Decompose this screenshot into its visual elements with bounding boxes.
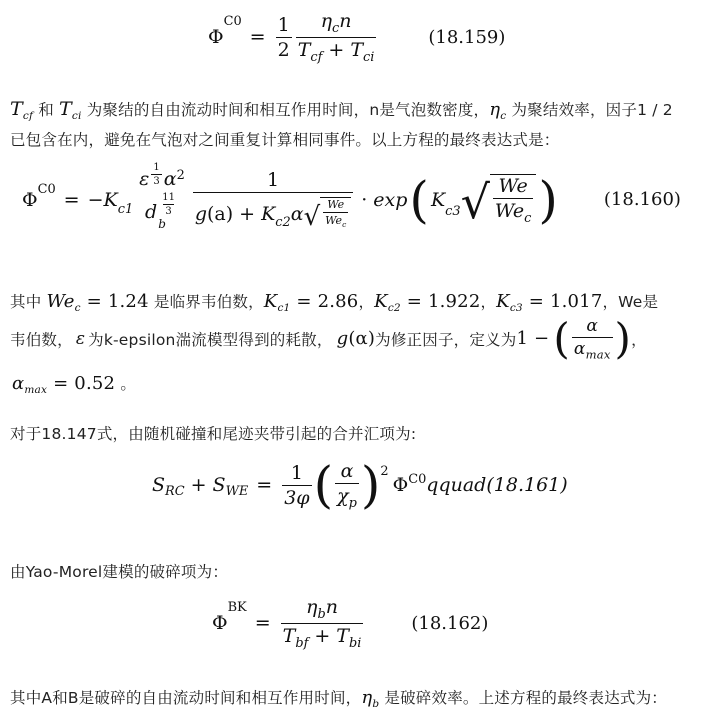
equation-18-161: S $_{RC}$ + S $_{WE}$ = $\frac{1}{3\varphi}$ ( $\frac{\alpha}{\chi_p}$ ) $^2$ Φ $^{C0}$ qquad(18.161) — [152, 456, 568, 515]
paragraph-1-line-1 — [10, 98, 673, 122]
eta-subscript: b — [317, 606, 326, 622]
paragraph-1-line-2: 已包含在内，避免在气泡对之间重复计算相同事件。以上方程的最终表达式是： — [10, 131, 560, 149]
d-exp-num: 11 — [162, 192, 175, 203]
equation-label: (18.162) — [411, 612, 489, 634]
sqrt-small: √ $\frac{We}{We_c}$ — [304, 197, 352, 229]
g-argument: (a) — [206, 202, 234, 225]
k-c2-subscript: c2 — [275, 214, 291, 230]
epsilon-exponent — [151, 162, 161, 187]
t-ci-symbol: T — [350, 38, 363, 61]
half-fraction — [276, 14, 292, 61]
paragraph-5 — [10, 686, 667, 710]
alpha-max-subscript: max — [24, 384, 48, 397]
plus-sign: + — [190, 474, 207, 497]
equals-sign: = — [63, 188, 80, 211]
phi-symbol: Φ — [22, 188, 38, 211]
one-minus: 1 − — [516, 328, 550, 350]
alpha-max-symbol: α — [573, 339, 586, 359]
k-c3-symbol: K — [430, 188, 446, 211]
d-b-symbol: d — [145, 200, 158, 223]
d-exponent — [160, 192, 177, 217]
plus-sign: + — [314, 624, 331, 647]
epsilon-fraction — [137, 162, 187, 231]
eta-c-subscript: c — [500, 110, 507, 123]
k-c3-subscript: c3 — [509, 302, 523, 315]
big-fraction — [193, 169, 353, 232]
epsilon-exp-den: 3 — [153, 176, 160, 187]
paragraph-2-line-2: 韦伯数， ε 为k-epsilon湍流模型得到的耗散， g (α) 为修正因子，定义为 1 − ( $\frac{\alpha}{\alpha_{max}}$ ) ， — [10, 313, 647, 363]
big-fraction-numerator: 1 — [266, 169, 280, 192]
minus-sign: − — [87, 188, 104, 211]
t-ci-subscript: ci — [363, 49, 375, 65]
eta-subscript: c — [331, 20, 340, 36]
equals-sign: = — [256, 474, 273, 497]
k-c2-symbol: K — [374, 291, 388, 312]
k-c2-value: = 1.922 — [400, 291, 481, 312]
n-symbol: n — [339, 10, 352, 32]
eta-symbol: η — [320, 10, 332, 32]
epsilon-symbol: ε — [75, 328, 86, 349]
we-c-subscript-2: c — [524, 210, 532, 226]
alpha-symbol: α — [163, 168, 177, 190]
k-c3-subscript: c3 — [445, 204, 461, 219]
t-cf-subscript: cf — [310, 49, 323, 65]
s-rc-subscript: RC — [165, 483, 185, 499]
equation-18-159 — [208, 10, 505, 65]
alpha-max-value: = 0.52 — [47, 373, 116, 394]
main-fraction — [281, 596, 364, 651]
k-c3-value: = 1.017 — [522, 291, 603, 312]
comma: ， — [480, 293, 497, 311]
s-we-symbol: S — [212, 474, 226, 497]
we-c-symbol: We — [325, 214, 343, 228]
plus-sign: + — [328, 38, 345, 61]
g-symbol: g — [194, 202, 207, 225]
we-c-symbol: We — [46, 291, 75, 312]
paragraph-2-line-1 — [10, 290, 658, 314]
coefficient-numerator: 1 — [290, 461, 303, 484]
text-and: 和 — [33, 101, 60, 119]
equation-18-162 — [212, 596, 488, 651]
exp-function: exp — [373, 188, 408, 211]
equals-sign: = — [254, 612, 271, 635]
comma: ， — [631, 330, 647, 349]
comma: ， — [358, 293, 375, 311]
t-bf-symbol: T — [282, 624, 296, 647]
text-critical: 是临界韦伯数， — [148, 293, 264, 311]
t-cf-subscript: cf — [22, 110, 34, 123]
coefficient-denominator: 3φ — [284, 486, 310, 509]
phi-superscript: C0 — [37, 182, 56, 197]
k-c2-symbol: K — [261, 202, 276, 225]
half-denominator: 2 — [277, 38, 290, 61]
eta-symbol: η — [306, 596, 318, 618]
s-rc-symbol: S — [152, 474, 166, 497]
d-b-subscript: b — [158, 217, 166, 231]
k-c1-symbol: K — [263, 291, 278, 312]
t-bf-subscript: bf — [295, 635, 309, 651]
text-weber: 韦伯数， — [10, 330, 73, 349]
text-prefix: 其中 — [10, 293, 47, 311]
text-breakup-efficiency: 是破碎效率。上述方程的最终表达式为： — [379, 689, 668, 707]
epsilon-symbol: ε — [139, 168, 150, 190]
eta-b-symbol: η — [361, 687, 373, 708]
text-we: ，We是 — [602, 293, 659, 311]
phi-superscript: BK — [227, 600, 247, 615]
square-exponent: 2 — [380, 464, 389, 479]
equation-label: (18.159) — [428, 26, 506, 48]
g-symbol: g — [336, 328, 349, 350]
half-numerator: 1 — [277, 13, 290, 36]
main-fraction — [296, 10, 377, 65]
phi-symbol: Φ — [208, 26, 224, 49]
we-c-subscript: c — [342, 220, 347, 230]
t-bi-subscript: bi — [348, 635, 362, 651]
t-ci-symbol: T — [59, 98, 72, 120]
text-definition: 为聚结的自由流动时间和相互作用时间，n是气泡数密度， — [81, 101, 490, 119]
t-bi-symbol: T — [336, 624, 349, 647]
alpha-exponent: 2 — [176, 168, 185, 183]
paragraph-3: 对于18.147式，由随机碰撞和尾迹夹带引起的合并汇项为: — [10, 425, 417, 443]
k-c1-subscript: c1 — [277, 302, 291, 315]
text-efficiency: 为聚结效率，因子1 / 2 — [506, 101, 673, 119]
k-c3-symbol: K — [496, 291, 510, 312]
paragraph-2-line-3 — [12, 372, 136, 396]
epsilon-exp-num: 1 — [153, 162, 160, 173]
dot-operator: · — [361, 188, 368, 211]
plus-sign: + — [239, 202, 256, 225]
we-numerator-2: We — [498, 174, 528, 197]
alpha-numerator: α — [340, 460, 354, 482]
we-c-subscript: c — [74, 302, 81, 315]
alpha-numerator: α — [586, 316, 599, 336]
coefficient-fraction — [282, 462, 311, 509]
s-we-subscript: WE — [225, 483, 249, 499]
phi-symbol: Φ — [212, 612, 228, 635]
alpha-ratio — [572, 316, 613, 361]
k-c1-subscript: c1 — [117, 202, 134, 217]
we-numerator: We — [327, 198, 345, 212]
d-exp-den: 3 — [165, 206, 172, 217]
phi-superscript: C0 — [223, 14, 242, 29]
n-symbol: n — [325, 596, 338, 618]
equation-label: (18.160) — [603, 189, 681, 210]
eta-b-subscript: b — [372, 698, 380, 711]
text-dissipation: 为k-epsilon湍流模型得到的耗散， — [88, 330, 333, 349]
alpha-chi-fraction — [335, 460, 359, 511]
chi-subscript: p — [348, 495, 357, 511]
k-c1-value: = 2.86 — [290, 291, 359, 312]
text-correction: 为修正因子，定义为 — [375, 330, 517, 349]
equation-18-160: Φ $^{C0}$ = − K $_{c1}$ ε $\frac{1}{3}$ α 2 d $\frac{11}{3}$ b 1 g (a) + K $_{c2}$ α √ $\frac{We}{We_c}$ · exp ( K $_{c3}$ √ $\frac{We}{We_c}$ ) (18.160) — [22, 162, 681, 232]
phi-symbol: Φ — [392, 474, 409, 497]
text-breakup-times: 其中A和B是破碎的自由流动时间和相互作用时间， — [10, 689, 362, 707]
alpha-symbol-2: α — [290, 202, 304, 225]
alpha-max-subscript: max — [585, 347, 611, 362]
t-cf-symbol: T — [10, 98, 23, 120]
period: 。 — [115, 375, 137, 393]
we-c-symbol-2: We — [494, 199, 525, 222]
t-cf-symbol: T — [297, 38, 311, 61]
chi-symbol: χ — [337, 485, 349, 507]
equation-tail: qquad(18.161) — [426, 474, 568, 497]
paragraph-4: 由Yao-Morel建模的破碎项为： — [10, 563, 229, 581]
equals-sign: = — [249, 26, 266, 49]
k-c1-symbol: K — [103, 188, 118, 211]
we-c-value: = 1.24 — [80, 291, 149, 312]
alpha-max-symbol: α — [12, 373, 25, 394]
t-ci-subscript: ci — [71, 110, 82, 123]
phi-superscript: C0 — [408, 472, 427, 487]
k-c2-subscript: c2 — [387, 302, 401, 315]
sqrt-large: √ $\frac{We}{We_c}$ — [461, 174, 537, 226]
g-argument: (α) — [348, 328, 376, 350]
eta-c-symbol: η — [489, 99, 501, 120]
